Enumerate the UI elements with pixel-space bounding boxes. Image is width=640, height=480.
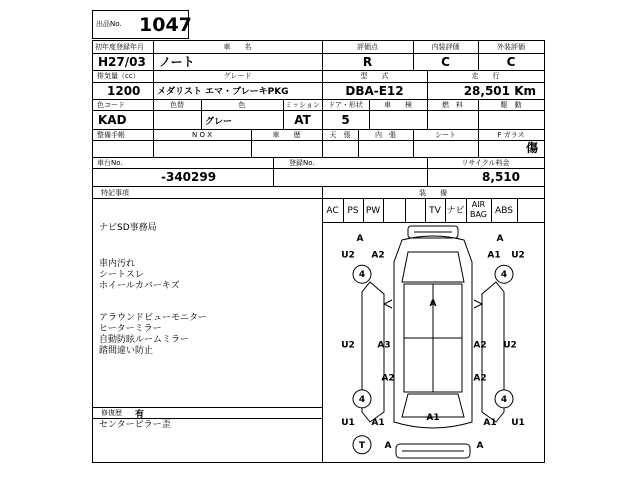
reg-no-label: 登録No. bbox=[289, 159, 315, 167]
exterior-label: 外装評価 bbox=[497, 43, 525, 51]
score-value: R bbox=[362, 55, 373, 69]
model-value: ノート bbox=[159, 55, 195, 69]
mileage-value: 28,501 Km bbox=[463, 84, 536, 98]
grade-label: グレード bbox=[223, 72, 252, 80]
inspection-label: 車 検 bbox=[384, 101, 412, 109]
interior-trim-label: 内 張 bbox=[375, 131, 396, 139]
note-condition: 車内汚れ シートスレ ホイールカバーキズ bbox=[99, 259, 180, 291]
roof-label: 天 張 bbox=[329, 131, 351, 139]
damage-mark-a-rear-r: A bbox=[476, 440, 484, 451]
damage-mark-u2-ml: U2 bbox=[341, 340, 355, 351]
history-label: 車 歴 bbox=[272, 131, 301, 139]
nox-label: N O X bbox=[192, 131, 212, 139]
damage-mark-four-rl: 4 bbox=[358, 394, 366, 405]
damage-mark-a1-rl: A1 bbox=[371, 417, 385, 428]
f-glass-value: 傷 bbox=[525, 141, 538, 155]
damage-mark-a-fr: A bbox=[496, 234, 504, 245]
remarks-label: 特記事項 bbox=[101, 189, 129, 197]
door-body-label: ドア・形状 bbox=[328, 101, 363, 109]
damage-mark-a-rear-l: A bbox=[384, 440, 392, 451]
damage-mark-a1-fr: A1 bbox=[487, 250, 501, 261]
damage-mark-a-fl: A bbox=[356, 234, 364, 245]
damage-mark-u1-l: U1 bbox=[341, 417, 355, 428]
color-code-value: KAD bbox=[98, 113, 127, 127]
damage-mark-a2-rr: A2 bbox=[473, 373, 487, 384]
manual-label: 整備手帳 bbox=[97, 131, 125, 139]
doors-value: 5 bbox=[341, 113, 350, 127]
damage-mark-a2-rl: A2 bbox=[381, 373, 395, 384]
type-label: 型 式 bbox=[360, 72, 389, 80]
mileage-label: 走 行 bbox=[471, 72, 500, 80]
note-repair: センターピラー歪 bbox=[99, 420, 171, 430]
fuel-label: 燃 料 bbox=[442, 101, 463, 109]
damage-mark-a-roof: A bbox=[429, 298, 437, 309]
damage-mark-u2-l: U2 bbox=[341, 250, 355, 261]
damage-mark-a1-trunk: A1 bbox=[426, 412, 440, 423]
damage-mark-four-rr: 4 bbox=[500, 394, 508, 405]
damage-mark-four-fr: 4 bbox=[500, 270, 508, 281]
lot-box bbox=[92, 10, 192, 39]
mission-value: AT bbox=[294, 113, 311, 127]
grade-value: メダリスト エマ・ブレーキPKG bbox=[157, 87, 289, 97]
seat-label: シート bbox=[435, 131, 456, 139]
model-label: 車 名 bbox=[223, 43, 252, 51]
recycle-value: 8,510 bbox=[482, 170, 520, 184]
damage-mark-u2-r: U2 bbox=[511, 250, 525, 261]
car-damage-diagram bbox=[322, 222, 544, 462]
repair-value: 有 bbox=[135, 410, 145, 420]
drive-label: 駆 動 bbox=[500, 101, 522, 109]
f-glass-label: F ガラス bbox=[497, 131, 525, 139]
color-value: グレー bbox=[205, 117, 233, 127]
damage-mark-a1-rr: A1 bbox=[483, 417, 497, 428]
damage-mark-a3-ml: A3 bbox=[377, 340, 391, 351]
mission-label: ミッション bbox=[285, 101, 320, 109]
damage-mark-four-fl: 4 bbox=[358, 270, 366, 281]
color-label: 色 bbox=[238, 101, 246, 109]
displacement-label: 排気量（cc） bbox=[97, 72, 140, 80]
interior-value: C bbox=[441, 55, 450, 69]
interior-label: 内装評価 bbox=[431, 43, 460, 51]
auction-sheet bbox=[92, 40, 545, 463]
damage-mark-a2-mr: A2 bbox=[473, 340, 487, 351]
lot-number: 1047 bbox=[139, 14, 192, 36]
damage-mark-u2-mr: U2 bbox=[503, 340, 517, 351]
note-options: アラウンドビューモニター ヒーターミラー 自動防眩ルームミラー 踏間違い防止 bbox=[99, 313, 208, 356]
score-label: 評価点 bbox=[357, 43, 378, 51]
exterior-value: C bbox=[506, 55, 516, 69]
equipment-item: AC bbox=[326, 206, 339, 216]
first-reg-value: H27/03 bbox=[98, 55, 146, 69]
repair-label: 修復歴 bbox=[101, 409, 122, 417]
lot-label: 出品No. bbox=[96, 20, 122, 28]
equipment-item: PS bbox=[347, 206, 359, 216]
damage-mark-t-tire: T bbox=[358, 440, 366, 451]
damage-mark-a2-fl: A2 bbox=[371, 250, 385, 261]
chassis-value: -340299 bbox=[161, 170, 217, 184]
equipment-label: 装 備 bbox=[419, 189, 447, 197]
first-reg-label: 初年度登録年月 bbox=[95, 43, 144, 51]
color-no-label: 色替 bbox=[170, 101, 184, 109]
chassis-label: 車台No. bbox=[97, 159, 123, 167]
color-code-label: 色コード bbox=[97, 101, 125, 109]
equipment-item: ABS bbox=[495, 206, 513, 216]
recycle-label: リサイクル料金 bbox=[461, 159, 510, 167]
damage-mark-u1-r: U1 bbox=[511, 417, 525, 428]
type-value: DBA-E12 bbox=[345, 84, 404, 98]
equipment-item: ナビ bbox=[446, 206, 465, 216]
note-navi: ナビSD事務局 bbox=[99, 223, 157, 233]
equipment-item: PW bbox=[365, 206, 381, 216]
equipment-item: TV bbox=[429, 206, 441, 216]
displacement-value: 1200 bbox=[107, 84, 141, 98]
equipment-item: AIR BAG bbox=[469, 200, 488, 219]
